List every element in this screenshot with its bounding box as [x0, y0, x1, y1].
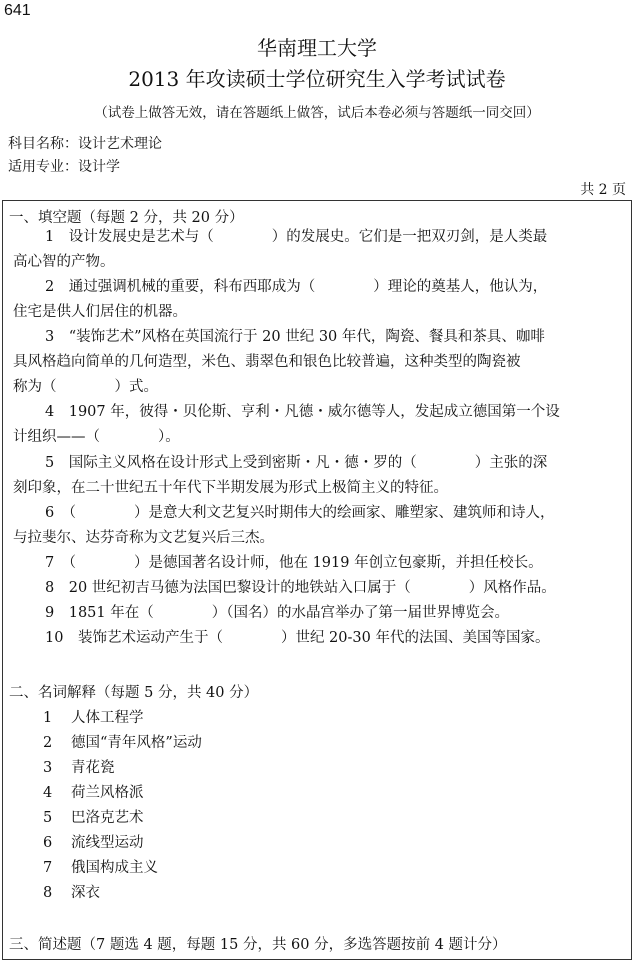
section-3-title: 三、简述题（7 题选 4 题，每题 15 分，共 60 分，多选答题按前 4 题计分）	[9, 937, 507, 953]
term-item	[43, 706, 144, 727]
answer-notice: （试卷上做答无效，请在答题纸上做答，试后本卷必须与答题纸一同交回）	[94, 105, 540, 121]
term-number: 3	[43, 760, 53, 776]
exam-code: 641	[4, 2, 31, 19]
question-line: 7 （ ）是德国著名设计师，他在 1919 年创立包豪斯，并担任校长。	[45, 555, 543, 571]
term-text: 荷兰风格派	[71, 785, 144, 801]
term-number: 1	[43, 710, 53, 726]
question-line: 6 （ ）是意大利文艺复兴时期伟大的绘画家、雕塑家、建筑师和诗人，	[45, 505, 555, 521]
term-text: 巴洛克艺术	[71, 810, 144, 826]
page-count: 共 2 页	[580, 182, 626, 198]
term-number: 4	[43, 785, 53, 801]
term-item	[43, 856, 158, 877]
question-line: 高心智的产物。	[13, 254, 115, 270]
term-text: 人体工程学	[71, 710, 144, 726]
question-line: 1 设计发展史是艺术与（ ）的发展史。它们是一把双刃剑，是人类最	[45, 229, 548, 245]
term-number: 6	[43, 835, 53, 851]
term-text: 俄国构成主义	[71, 860, 158, 876]
term-item	[43, 781, 144, 802]
term-text: 流线型运动	[71, 835, 144, 851]
question-line: 4 1907 年，彼得・贝伦斯、亨利・凡德・威尔德等人，发起成立德国第一个设	[45, 404, 560, 420]
question-8	[3, 576, 556, 601]
question-1	[3, 225, 547, 275]
question-6	[3, 501, 554, 551]
question-line: 10 装饰艺术运动产生于（ ）世纪 20-30 年代的法国、美国等国家。	[45, 630, 550, 646]
term-item	[43, 831, 144, 852]
question-line: 3 “装饰艺术”风格在英国流行于 20 世纪 30 年代，陶瓷、餐具和茶具、咖啡	[45, 329, 545, 345]
section-2-title: 二、名词解释（每题 5 分，共 40 分）	[9, 685, 259, 701]
section-1-title: 一、填空题（每题 2 分，共 20 分）	[9, 210, 244, 226]
university-name: 华南理工大学	[257, 36, 377, 60]
question-7	[3, 551, 543, 576]
term-item	[43, 881, 100, 902]
term-item	[43, 756, 115, 777]
question-9	[3, 601, 509, 626]
question-5	[3, 451, 547, 501]
question-line: 5 国际主义风格在设计形式上受到密斯・凡・德・罗的（ ）主张的深	[45, 455, 548, 471]
question-line: 刻印象，在二十世纪五十年代下半期发展为形式上极简主义的特征。	[13, 480, 448, 496]
term-text: 德国“青年风格”运动	[71, 735, 202, 751]
question-line: 8 20 世纪初吉马德为法国巴黎设计的地铁站入口属于（ ）风格作品。	[45, 580, 556, 596]
term-number: 8	[43, 885, 53, 901]
term-item	[43, 806, 144, 827]
term-item	[43, 731, 202, 752]
term-number: 7	[43, 860, 53, 876]
question-3	[3, 325, 545, 400]
question-4	[3, 400, 560, 450]
question-line: 具风格趋向简单的几何造型，米色、翡翠色和银色比较普遍，这种类型的陶瓷被	[13, 354, 521, 370]
question-line: 称为（ ）式。	[13, 379, 158, 395]
subject-name: 科目名称：设计艺术理论	[8, 136, 162, 152]
question-line: 计组织——（ ）。	[13, 429, 180, 445]
term-number: 2	[43, 735, 53, 751]
question-2	[3, 275, 547, 325]
question-line: 与拉斐尔、达芬奇称为文艺复兴后三杰。	[13, 530, 274, 546]
question-line: 9 1851 年在（ ）（国名）的水晶宫举办了第一届世界博览会。	[45, 605, 509, 621]
question-line: 住宅是供人们居住的机器。	[13, 304, 187, 320]
term-text: 青花瓷	[71, 760, 115, 776]
term-text: 深衣	[71, 885, 100, 901]
exam-title: 2013 年攻读硕士学位研究生入学考试试卷	[128, 67, 506, 91]
question-10	[3, 626, 549, 651]
question-line: 2 通过强调机械的重要，科布西耶成为（ ）理论的奠基人，他认为，	[45, 279, 548, 295]
question-box	[2, 200, 632, 960]
term-number: 5	[43, 810, 53, 826]
applicable-major: 适用专业：设计学	[8, 159, 120, 175]
